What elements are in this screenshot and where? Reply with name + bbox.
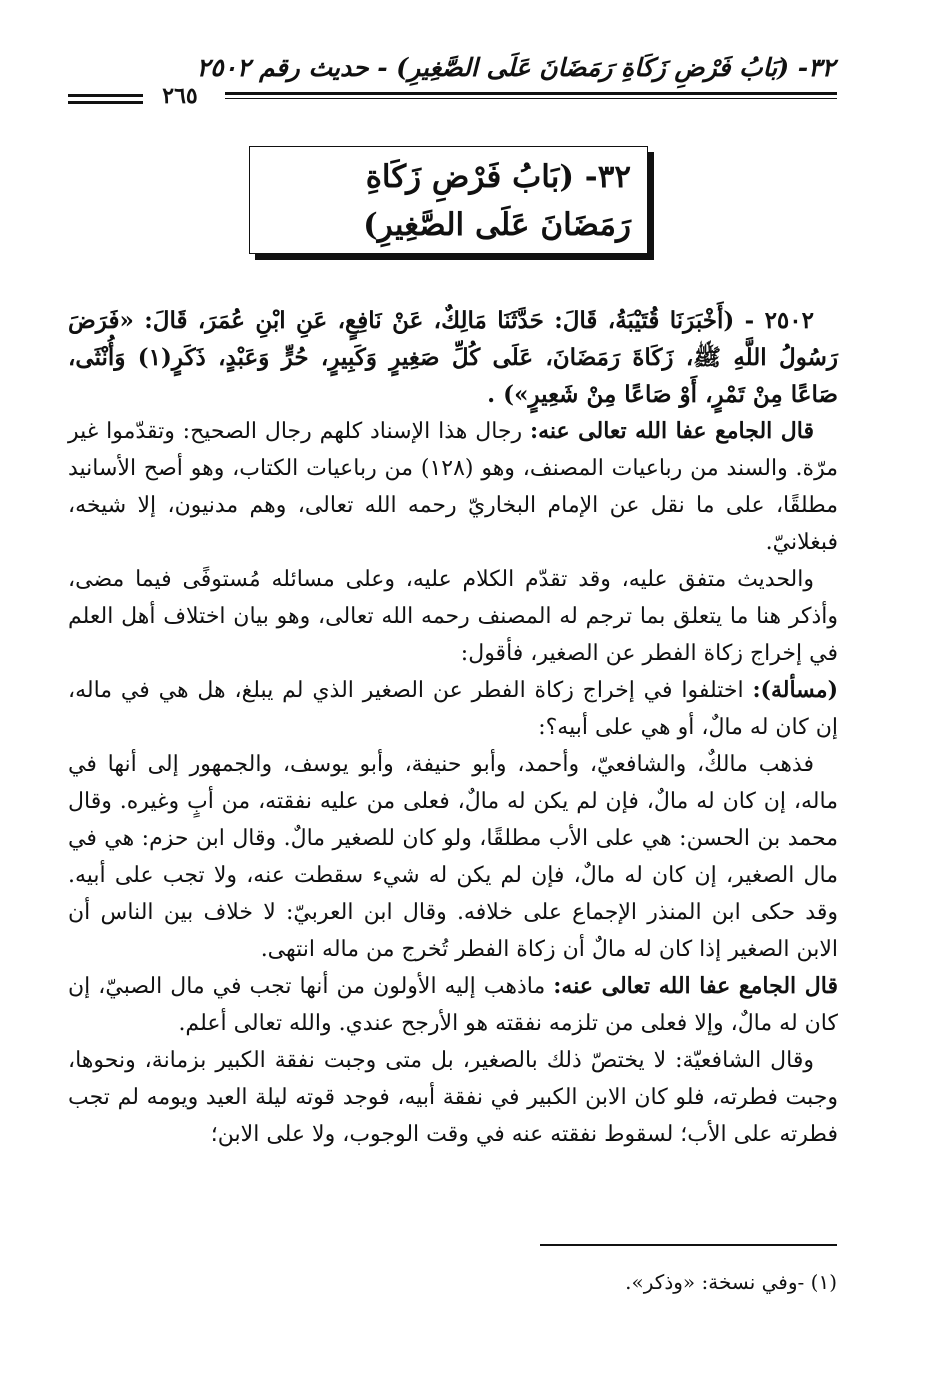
paragraph-6: وقال الشافعيّة: لا يختصّ ذلك بالصغير، بل متى وجبت نفقة الكبير بزمانة، ونحوها، وجبت فطرته، فلو كان الابن الكبير في نفقة أبيه، فوجد قوته ليلة العيد ويومه لم تجب فطرته على الأب؛ لسقوط نفقته عنه في وقت الوجوب، ولا على الابن؛ xyxy=(68,1048,838,1147)
page-number-rule-top xyxy=(68,94,143,97)
issue-lead: (مسألة): xyxy=(752,677,838,703)
running-header: ٣٢- (بَابُ فَرْضِ زَكَاةِ رَمَضَانَ عَلَى الصَّغِيرِ) - حديث رقم ٢٥٠٢ xyxy=(196,53,835,82)
header-rule xyxy=(225,92,837,95)
header-rule-thin xyxy=(225,98,837,99)
paragraph-2: والحديث متفق عليه، وقد تقدّم الكلام عليه، وعلى مسائله مُستوفًى فيما مضى، وأذكر هنا ما يتعلق بما ترجم له المصنف رحمه الله تعالى، وهو بيان اختلاف أهل العلم في إخراج زكاة الفطر عن الصغير، فأقول: xyxy=(68,567,838,666)
hadith-text: ٢٥٠٢ - (أَخْبَرَنَا قُتَيْبَةُ، قَالَ: حَدَّثَنَا مَالِكٌ، عَنْ نَافِعٍ، عَنِ ابْنِ عُمَرَ، قَالَ: «فَرَضَ رَسُولُ اللَّهِ ﷺ، زَكَاةَ رَمَضَانَ، عَلَى كُلِّ صَغِيرٍ وَكَبِيرٍ، حُرٍّ وَعَبْدٍ، ذَكَرٍ(١) وَأُنْثَى، صَاعًا مِنْ تَمْرٍ، أَوْ صَاعًا مِنْ شَعِيرٍ») . xyxy=(68,307,838,408)
author-lead: قال الجامع عفا الله تعالى عنه: xyxy=(553,973,839,999)
paragraph-5 xyxy=(68,968,838,1042)
chapter-title-box xyxy=(249,146,648,254)
paragraph-5-text: ماذهب إليه الأولون من أنها تجب في مال الصبيّ، إن كان له مالٌ، وإلا فعلى من تلزمه نفقته هو الأرجح عندي. والله تعالى أعلم. xyxy=(68,974,838,1036)
chapter-title: ٣٢- (بَابُ فَرْضِ زَكَاةِ رَمَضَانَ عَلَى الصَّغِيرِ) xyxy=(363,159,631,243)
paragraph-3 xyxy=(68,672,838,746)
main-text xyxy=(68,302,838,1153)
page-number-rule-bottom xyxy=(68,101,143,104)
paragraph-1-text: رجال هذا الإسناد كلهم رجال الصحيح: وتقدّموا غير مرّة. والسند من رباعيات المصنف، وهو (١٢٨) من رباعيات الكتاب، وهو أصح الأسانيد مطلقًا، على ما نقل عن الإمام البخاريّ رحمه الله تعالى، وهم مدنيون، إلا شيخه، فبغلانيّ. xyxy=(68,419,838,555)
footnote-rule xyxy=(540,1244,837,1246)
paragraph-1 xyxy=(68,413,838,561)
page-number: ٢٦٥ xyxy=(162,83,198,109)
author-lead: قال الجامع عفا الله تعالى عنه: xyxy=(529,418,814,444)
footnote: (١) -وفي نسخة: «وذكر». xyxy=(625,1270,837,1294)
paragraph-4: فذهب مالكٌ، والشافعيّ، وأحمد، وأبو حنيفة، وأبو يوسف، والجمهور إلى أنها في ماله، إن كان له مالٌ، فإن لم يكن له مالٌ، فعلى من عليه نفقته، من أبٍ وغيره. وقال محمد بن الحسن: هي على الأب مطلقًا، ولو كان للصغير مالٌ. وقال ابن حزم: هي في مال الصغير، إن كان له مالٌ، فإن لم يكن له شيء سقطت عنه، ولا تجب على أبيه. وقد حكى ابن المنذر الإجماع على خلافه. وقال ابن العربيّ: لا خلاف بين الناس أن الابن الصغير إذا كان له مالٌ أن زكاة الفطر تُخرج من ماله انتهى. xyxy=(68,752,838,962)
paragraph-3-text: اختلفوا في إخراج زكاة الفطر عن الصغير الذي لم يبلغ، هل هي في ماله، إن كان له مالٌ، أو هي على أبيه؟: xyxy=(68,678,838,740)
